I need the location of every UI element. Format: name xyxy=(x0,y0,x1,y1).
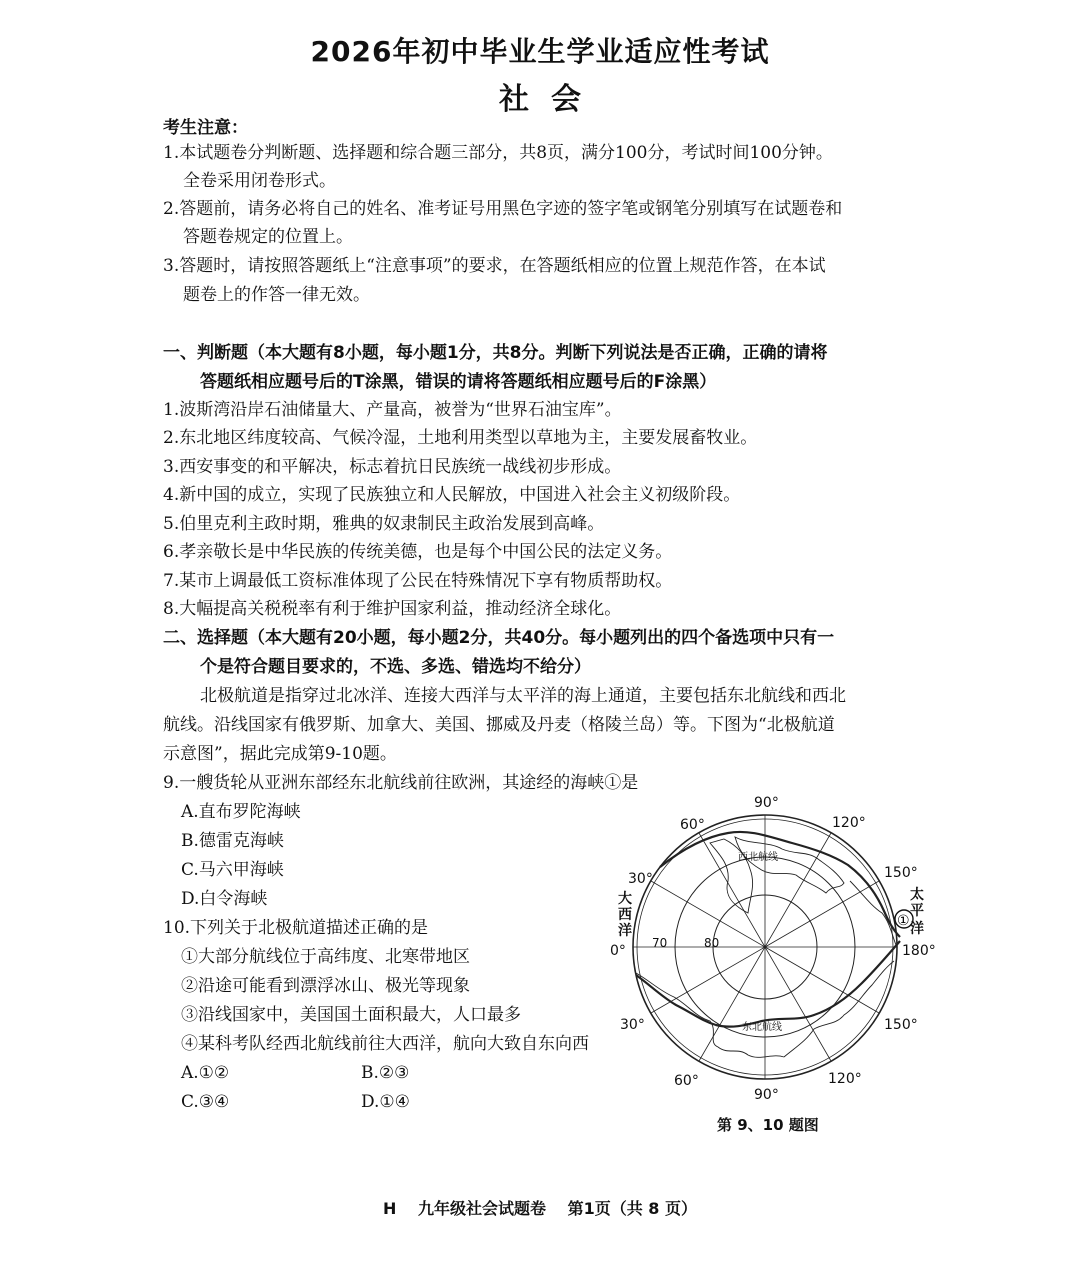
label-lat-70: 70 xyxy=(652,936,668,950)
judge-item-5: 5.伯里克利主政时期，雅典的奴隶制民主政治发展到高峰。 xyxy=(163,514,605,534)
label-pacific-1: 太 xyxy=(910,887,924,903)
label-150-bottom: 150° xyxy=(884,1017,918,1033)
q10-option-d: D.①④ xyxy=(361,1092,410,1112)
judge-item-7: 7.某市上调最低工资标准体现了公民在特殊情况下享有物质帮助权。 xyxy=(163,571,673,591)
label-120-bottom: 120° xyxy=(828,1071,862,1087)
passage-line-1: 北极航道是指穿过北冰洋、连接大西洋与太平洋的海上通道，主要包括东北航线和西北 xyxy=(200,686,846,706)
label-180: 180° xyxy=(902,943,936,959)
q9-option-a: A.直布罗陀海峡 xyxy=(181,802,301,822)
label-0: 0° xyxy=(610,943,626,959)
notice-item-1-line-2: 全卷采用闭卷形式。 xyxy=(183,171,336,191)
section2-heading-line-1: 二、选择题（本大题有20小题，每小题2分，共40分。每小题列出的四个备选项中只有一 xyxy=(163,628,835,648)
footer-paper: 九年级社会试题卷 xyxy=(417,1199,546,1218)
section2-heading-line-2: 个是符合题目要求的，不选、多选、错选均不给分） xyxy=(200,657,591,677)
label-atlantic-1: 大 xyxy=(618,891,632,907)
label-northwest-route: 西北航线 xyxy=(738,852,778,863)
section1-heading-line-2: 答题纸相应题号后的T涂黑，错误的请将答题纸相应题号后的F涂黑） xyxy=(200,372,717,392)
notice-item-2-line-1: 2.答题前，请务必将自己的姓名、准考证号用黑色字迹的签字笔或钢笔分别填写在试题卷和 xyxy=(163,199,843,219)
greenland-coast xyxy=(710,839,753,913)
label-northeast-route: 东北航线 xyxy=(742,1022,782,1033)
label-150-top: 150° xyxy=(884,865,918,881)
footer-code: H xyxy=(383,1199,397,1218)
passage-line-3: 示意图”，据此完成第9-10题。 xyxy=(163,744,397,764)
label-lat-80: 80 xyxy=(704,936,720,950)
label-atlantic-3: 洋 xyxy=(618,923,632,939)
notice-item-2-line-2: 答题卷规定的位置上。 xyxy=(183,227,353,247)
q10-option-a: A.①② xyxy=(181,1063,230,1083)
judge-item-1: 1.波斯湾沿岸石油储量大、产量高，被誉为“世界石油宝库”。 xyxy=(163,400,622,420)
section1-heading-line-1: 一、判断题（本大题有8小题，每小题1分，共8分。判断下列说法是否正确，正确的请将 xyxy=(163,343,828,363)
label-atlantic-2: 西 xyxy=(618,907,632,923)
subject-title: 社会 xyxy=(499,82,603,117)
passage-line-2: 航线。沿线国家有俄罗斯、加拿大、美国、挪威及丹麦（格陵兰岛）等。下图为“北极航道 xyxy=(163,715,835,735)
label-pacific-2: 平 xyxy=(910,903,924,919)
judge-item-6: 6.孝亲敬长是中华民族的传统美德，也是每个中国公民的法定义务。 xyxy=(163,542,673,562)
q10-statement-1: ①大部分航线位于高纬度、北寒带地区 xyxy=(181,947,470,967)
q9-option-d: D.白令海峡 xyxy=(181,889,268,909)
label-90-bottom: 90° xyxy=(754,1087,779,1103)
q10-statement-3: ③沿线国家中，美国国土面积最大，人口最多 xyxy=(181,1005,521,1025)
label-90-top: 90° xyxy=(754,795,779,811)
judge-item-8: 8.大幅提高关税税率有利于维护国家利益，推动经济全球化。 xyxy=(163,599,622,619)
q10-statement-2: ②沿途可能看到漂浮冰山、极光等现象 xyxy=(181,976,470,996)
notice-item-1-line-1: 1.本试题卷分判断题、选择题和综合题三部分，共8页，满分100分，考试时间100分钟。 xyxy=(163,143,833,163)
notice-heading: 考生注意： xyxy=(163,118,248,138)
europe-coast xyxy=(636,973,784,1057)
label-120-top: 120° xyxy=(832,815,866,831)
q9-option-c: C.马六甲海峡 xyxy=(181,860,284,880)
notice-item-3-line-2: 题卷上的作答一律无效。 xyxy=(183,285,370,305)
map-caption: 第 9、10 题图 xyxy=(717,1116,819,1134)
notice-item-3-line-1: 3.答题时，请按照答题纸上“注意事项”的要求，在答题纸相应的位置上规范作答，在本试 xyxy=(163,256,826,276)
label-30-top: 30° xyxy=(628,871,653,887)
q9-option-b: B.德雷克海峡 xyxy=(181,831,284,851)
strait-marker: ① xyxy=(897,913,910,929)
q10-statement-4: ④某科考队经西北航线前往大西洋，航向大致自东向西 xyxy=(181,1034,589,1054)
judge-item-3: 3.西安事变的和平解决，标志着抗日民族统一战线初步形成。 xyxy=(163,457,622,477)
label-pacific-3: 洋 xyxy=(910,921,924,937)
q10-stem: 10.下列关于北极航道描述正确的是 xyxy=(163,918,429,938)
label-60-bottom: 60° xyxy=(674,1073,699,1089)
canada-coast xyxy=(735,837,844,893)
label-60-top: 60° xyxy=(680,817,705,833)
judge-item-4: 4.新中国的成立，实现了民族独立和人民解放，中国进入社会主义初级阶段。 xyxy=(163,485,741,505)
label-30-bottom: 30° xyxy=(620,1017,645,1033)
q10-option-b: B.②③ xyxy=(361,1063,410,1083)
judge-item-2: 2.东北地区纬度较高、气候冷湿，土地利用类型以草地为主，主要发展畜牧业。 xyxy=(163,428,758,448)
exam-title: 2026年初中毕业生学业适应性考试 xyxy=(310,35,770,68)
q10-option-c: C.③④ xyxy=(181,1092,230,1112)
page-footer xyxy=(0,1196,1080,1219)
footer-page: 第1页（共 8 页） xyxy=(567,1199,697,1218)
q9-stem: 9.一艘货轮从亚洲东部经东北航线前往欧洲，其途经的海峡①是 xyxy=(163,773,639,793)
arctic-route-map xyxy=(600,785,940,1110)
